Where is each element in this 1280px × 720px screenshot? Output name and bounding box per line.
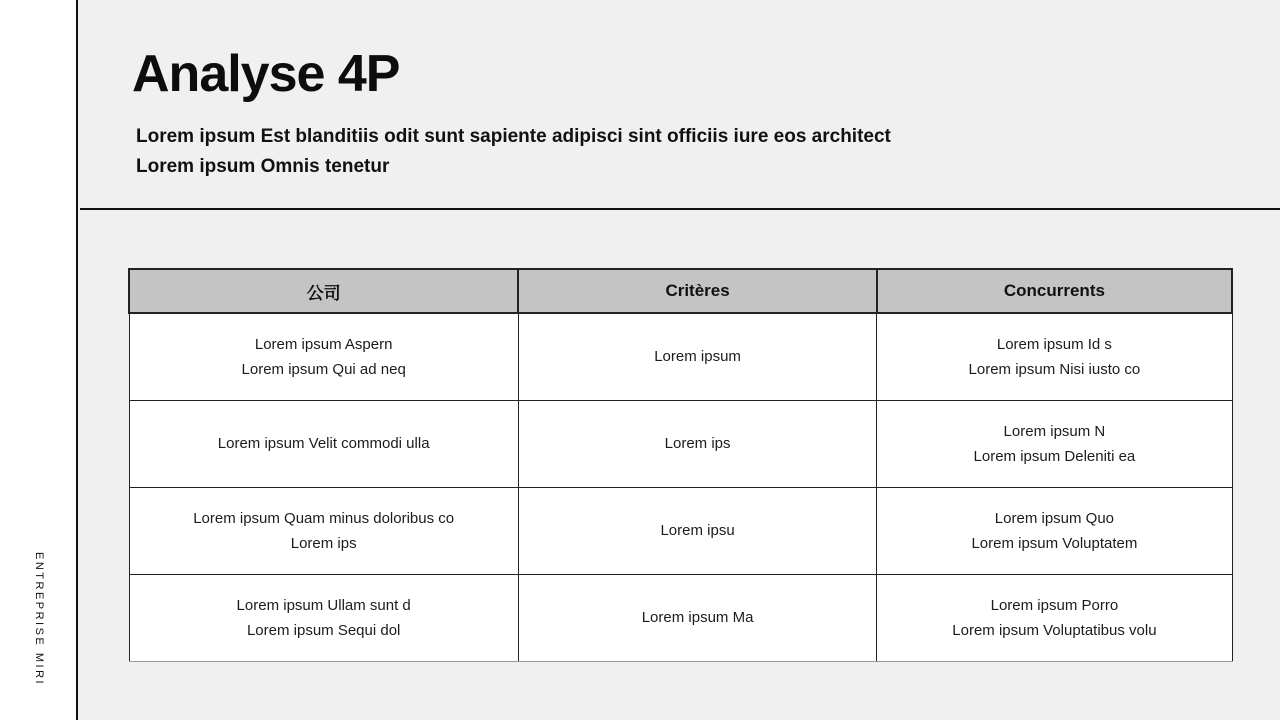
cell-line: Lorem ipsum Velit commodi ulla <box>217 435 430 452</box>
cell-line: Lorem ipsum Ullam sunt d <box>236 596 411 614</box>
table-cell-criteria <box>518 313 876 400</box>
cell-line: Lorem ips <box>664 435 731 452</box>
cell-line: Lorem ipsum Quam minus doloribus co <box>193 509 455 527</box>
cell-line: Lorem ipsum N <box>1003 422 1106 440</box>
subtitle-line-2: Lorem ipsum Omnis tenetur <box>136 156 390 177</box>
cell-line: Lorem ipsu <box>660 522 735 539</box>
cell-line: Lorem ipsum Id s <box>996 335 1112 353</box>
cell-line: Lorem ipsum Porro <box>990 596 1119 614</box>
company-vertical-label: ENTREPRISE MIRI <box>33 551 45 687</box>
table-cell-company <box>129 487 518 574</box>
page-title: Analyse 4P <box>132 45 400 103</box>
header-divider-line <box>80 208 1280 210</box>
table-header-row <box>129 269 1232 313</box>
slide-subtitle <box>136 122 891 182</box>
table-cell-company <box>129 400 518 487</box>
table-row <box>129 574 1232 661</box>
subtitle-line-1: Lorem ipsum Est blanditiis odit sunt sapiente adipisci sint officiis iure eos architect <box>136 126 891 147</box>
cell-line: Lorem ipsum Sequi dol <box>246 621 401 639</box>
cell-line: Lorem ipsum <box>654 348 741 366</box>
cell-line: Lorem ipsum Voluptatem <box>971 534 1138 552</box>
cell-line: Lorem ipsum Nisi iusto co <box>968 360 1141 378</box>
table-cell-criteria <box>518 574 876 661</box>
table-cell-criteria <box>518 487 876 574</box>
column-header-company: 公司 <box>129 269 518 313</box>
table-cell-criteria <box>518 400 876 487</box>
table-cell-competitors <box>877 487 1232 574</box>
table-row <box>129 313 1232 400</box>
cell-line: Lorem ipsum Ma <box>641 609 754 626</box>
cell-line: Lorem ipsum Qui ad neq <box>241 360 406 378</box>
table-cell-competitors <box>877 313 1232 400</box>
cell-line: Lorem ipsum Quo <box>994 509 1115 527</box>
comparison-table-container <box>128 268 1233 662</box>
cell-line: Lorem ipsum Aspern <box>254 335 393 353</box>
table-cell-company <box>129 574 518 661</box>
comparison-table <box>128 268 1233 662</box>
table-cell-company <box>129 313 518 400</box>
column-header-competitors: Concurrents <box>877 269 1232 313</box>
column-header-criteria: Critères <box>518 269 876 313</box>
table-cell-competitors <box>877 574 1232 661</box>
cell-line: Lorem ipsum Deleniti ea <box>973 447 1136 465</box>
table-row <box>129 400 1232 487</box>
cell-line: Lorem ips <box>290 534 357 552</box>
comparison-table-body <box>129 313 1232 661</box>
table-row <box>129 487 1232 574</box>
table-cell-competitors <box>877 400 1232 487</box>
cell-line: Lorem ipsum Voluptatibus volu <box>952 621 1157 639</box>
vertical-label-container <box>0 540 78 698</box>
